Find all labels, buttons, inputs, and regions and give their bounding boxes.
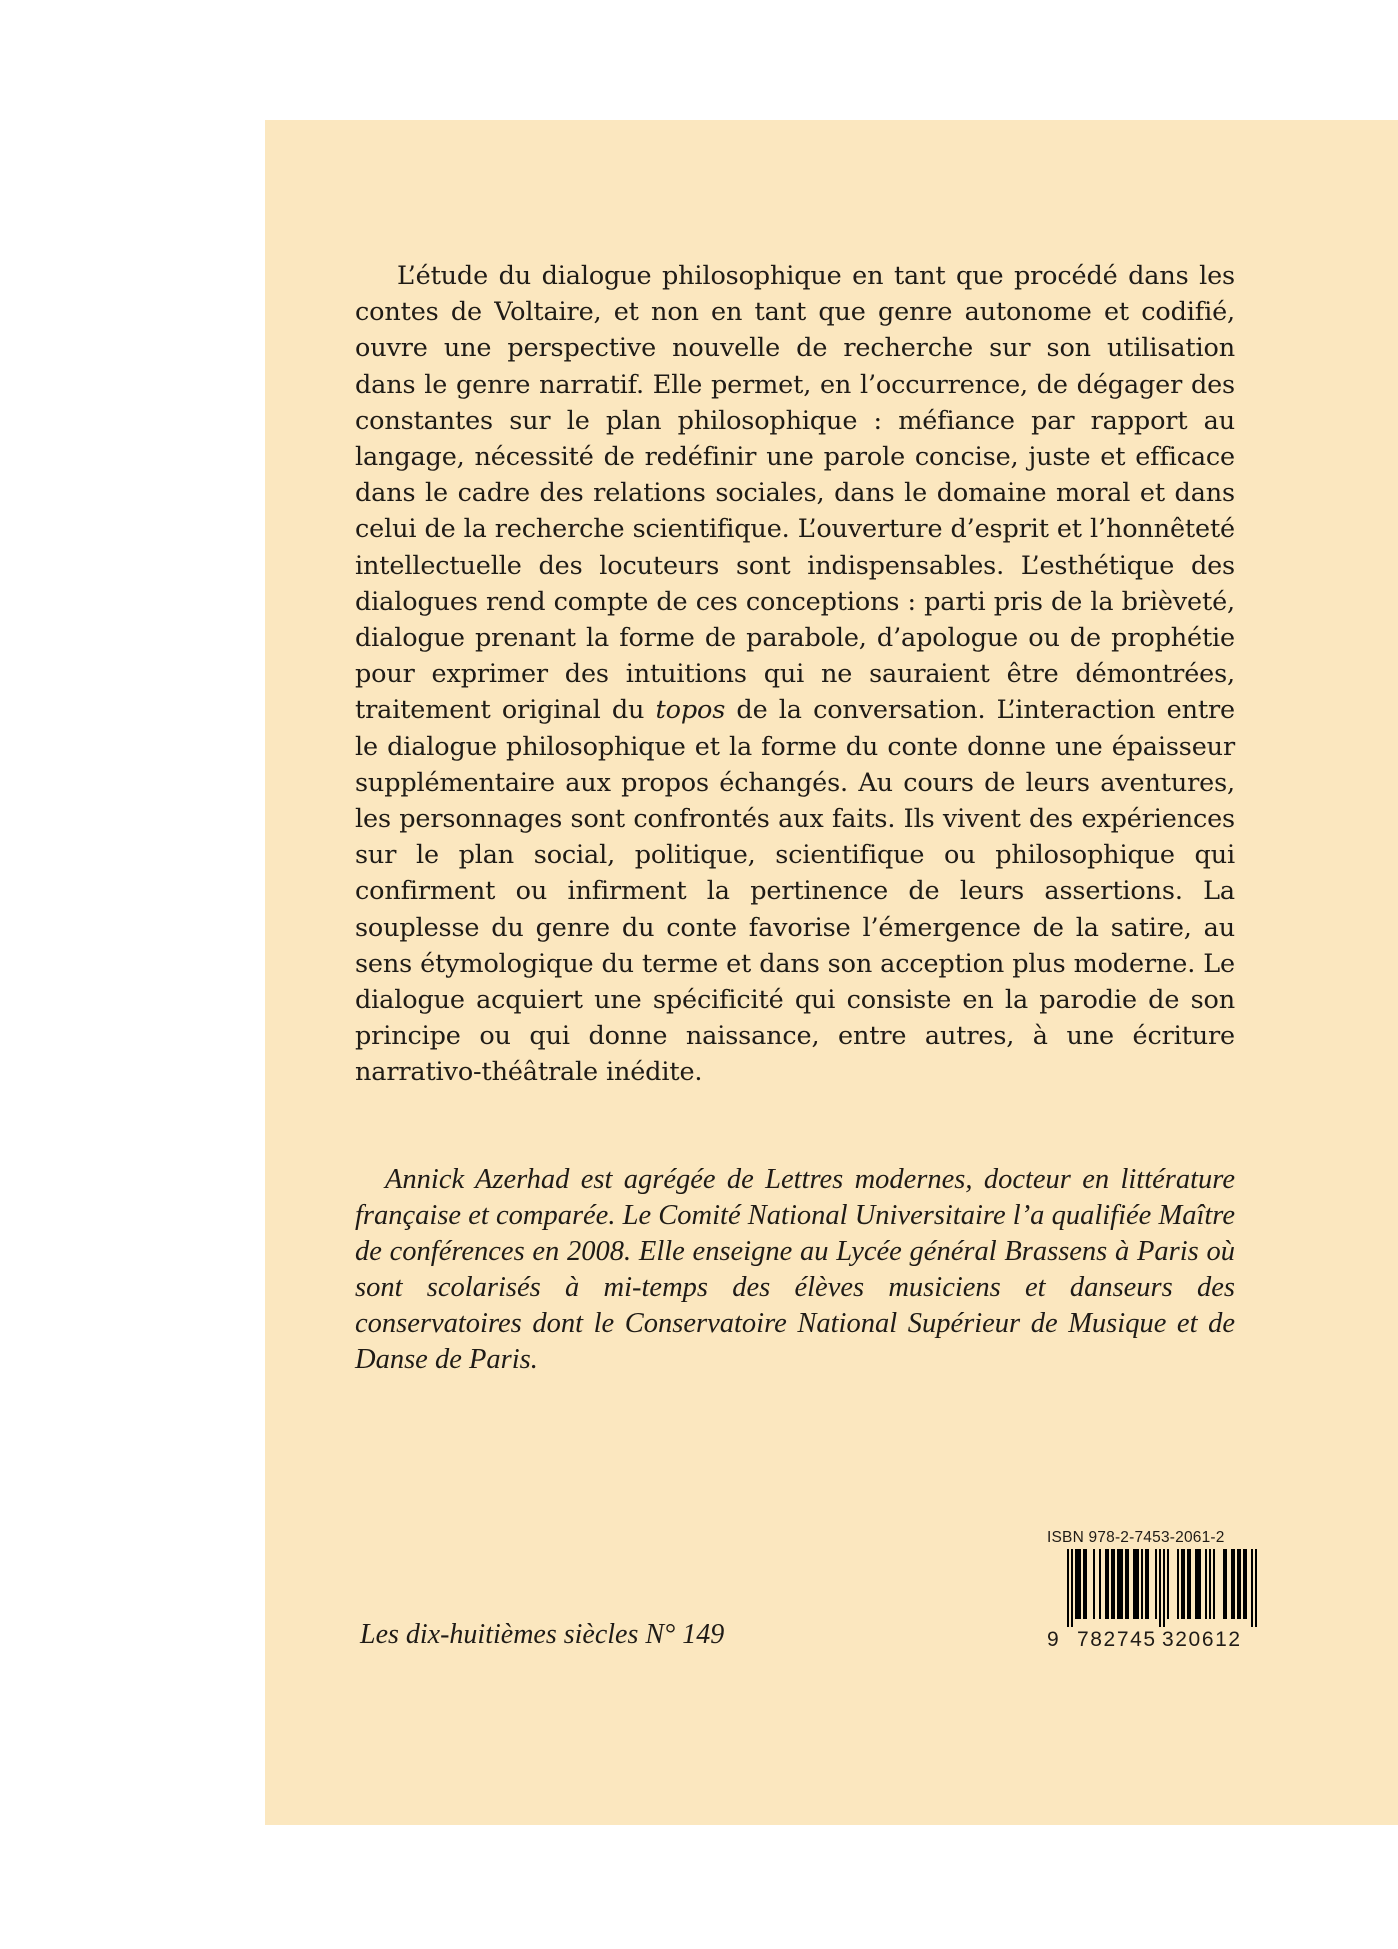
barcode-bar <box>1147 1549 1149 1619</box>
barcode-bar <box>1251 1549 1253 1627</box>
barcode-digits-right: 320612 <box>1162 1628 1242 1651</box>
barcode-bar <box>1155 1549 1157 1619</box>
barcode-bar <box>1163 1549 1165 1627</box>
barcode-bar <box>1075 1549 1077 1619</box>
isbn-label: ISBN 978-2-7453-2061-2 <box>1047 1529 1225 1546</box>
barcode-bar <box>1121 1549 1123 1619</box>
series-title: Les dix-huitièmes siècles N° 149 <box>360 1619 725 1650</box>
barcode-bar <box>1225 1549 1227 1619</box>
barcode-bar <box>1245 1549 1247 1619</box>
summary-part-2: de la conversation. L’interaction entre le dialogue philosophique et la forme du conte donne une épaisseur supplémentaire aux propos échangés. Au cours de leurs aventures, les personnages sont confrontés aux faits. Ils vivent des expériences sur le plan social, politique, scientifique ou philosophique qui confirment ou infirment la pertinence de leurs assertions. La souplesse du genre du conte favorise l’émergence de la satire, au sens étymologique du terme et dans son acception plus moderne. Le dialogue acquiert une spécificité qui consiste en la parodie de son principe ou qui donne naissance, entre autres, à une écriture narrativo-théâtrale inédite. <box>355 695 1235 1088</box>
barcode-bar <box>1135 1549 1137 1619</box>
barcode-bar <box>1113 1549 1115 1619</box>
barcode-bar <box>1085 1549 1087 1619</box>
barcode-bar <box>1133 1549 1135 1619</box>
barcode-bar <box>1071 1549 1073 1627</box>
barcode-bar <box>1213 1549 1215 1619</box>
barcode-bar <box>1105 1549 1107 1619</box>
barcode-bar <box>1205 1549 1207 1619</box>
barcode <box>1047 1549 1259 1627</box>
barcode-bar <box>1079 1549 1081 1619</box>
barcode-bar <box>1237 1549 1239 1619</box>
barcode-bar <box>1119 1549 1121 1619</box>
barcode-bar <box>1127 1549 1129 1619</box>
barcode-bar <box>1187 1549 1189 1619</box>
barcode-bar <box>1189 1549 1191 1619</box>
barcode-bar <box>1107 1549 1109 1619</box>
barcode-bar <box>1099 1549 1101 1619</box>
barcode-bar <box>1093 1549 1095 1619</box>
barcode-digit-first: 9 <box>1047 1628 1059 1651</box>
barcode-digits <box>1047 1629 1259 1653</box>
barcode-bar <box>1167 1549 1169 1619</box>
barcode-bar <box>1111 1549 1113 1619</box>
summary-part-1: L’étude du dialogue philosophique en tant que procédé dans les contes de Voltaire, et non en tant que genre autonome et codifié, ouvre une perspective nouvelle de recherche sur son utilisation dans le genre narratif. Elle permet, en l’occurrence, de dégager des constantes sur le plan philosophique : méfiance par rapport au langage, nécessité de redéfinir une parole concise, juste et efficace dans le cadre des relations sociales, dans le domaine moral et dans celui de la recherche scientifique. L’ouverture d’esprit et l’honnêteté intellectuelle des locuteurs sont indispensables. L’esthétique des dialogues rend compte de ces conceptions : parti pris de la brièveté, dialogue prenant la forme de parabole, d’apologue ou de prophétie pour exprimer des intuitions qui ne sauraient être démontrées, traitement original du <box>355 261 1235 726</box>
barcode-bar <box>1159 1549 1161 1627</box>
barcode-bar <box>1199 1549 1201 1619</box>
barcode-bar <box>1117 1549 1119 1619</box>
back-cover <box>265 120 1398 1825</box>
barcode-bar <box>1183 1549 1185 1619</box>
barcode-bar <box>1083 1549 1085 1619</box>
barcode-bar <box>1239 1549 1241 1619</box>
barcode-bar <box>1181 1549 1183 1619</box>
barcode-bar <box>1255 1549 1257 1627</box>
summary-text <box>355 258 1235 1091</box>
barcode-bar <box>1141 1549 1143 1619</box>
barcode-bar <box>1067 1549 1069 1627</box>
barcode-bar <box>1137 1549 1139 1619</box>
summary-topos-term: topos <box>655 695 726 726</box>
barcode-bar <box>1243 1549 1245 1619</box>
barcode-bar <box>1145 1549 1147 1619</box>
barcode-bar <box>1195 1549 1197 1619</box>
barcode-bar <box>1231 1549 1233 1619</box>
barcode-bar <box>1077 1549 1079 1619</box>
barcode-digits-left: 782745 <box>1077 1628 1157 1651</box>
barcode-bar <box>1177 1549 1179 1619</box>
isbn-block <box>1047 1529 1259 1653</box>
barcode-bar <box>1197 1549 1199 1619</box>
author-bio: Annick Azerhad est agrégée de Lettres modernes, docteur en littérature française et comparée. Le Comité National Universitaire l’a qualifiée Maître de conférences en 2008. Elle enseigne au Lycée général Brassens à Paris où sont scolarisés à mi-temps des élèves musiciens et danseurs des conservatoires dont le Conservatoire National Supérieur de Musique et de Danse de Paris. <box>355 1164 1235 1375</box>
barcode-bar <box>1209 1549 1211 1619</box>
barcode-bar <box>1223 1549 1225 1619</box>
barcode-bar <box>1125 1549 1127 1619</box>
barcode-bar <box>1233 1549 1235 1619</box>
